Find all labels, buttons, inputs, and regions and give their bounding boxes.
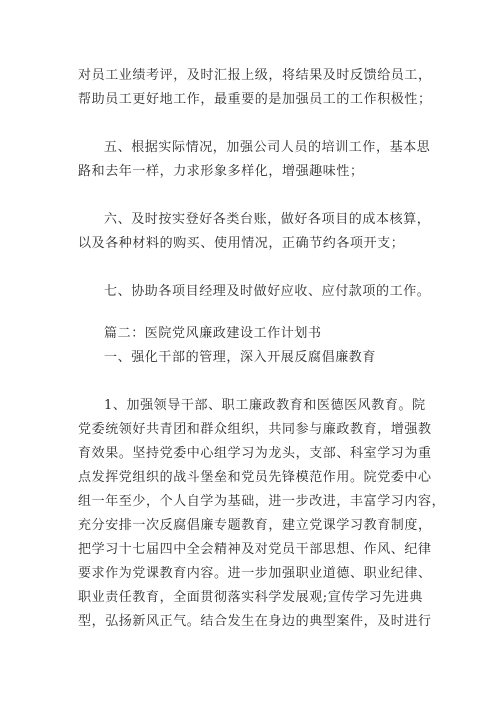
- text-line: 五、根据实际情况，加强公司人员的培训工作，基本思: [104, 140, 431, 155]
- text-line: 充分安排一次反腐倡廉专题教育，建立党课学习教育制度，: [78, 518, 432, 533]
- text-line: 帮助员工更好地工作，最重要的是加强员工的工作积极性；: [78, 92, 432, 107]
- text-line: 要求作为党课教育内容。进一步加强职业道德、职业纪律、: [78, 566, 432, 581]
- section-heading: 篇二：医院党风廉政建设工作计划书: [104, 326, 322, 341]
- text-line: 育效果。坚持党委中心组学习为龙头，支部、科室学习为重: [78, 446, 432, 461]
- text-line: 七、协助各项目经理及时做好应收、应付款项的工作。: [104, 284, 431, 299]
- text-line: 把学习十七届四中全会精神及对党员干部思想、作风、纪律: [78, 542, 432, 557]
- text-line: 六、及时按实登好各类台账，做好各项目的成本核算，: [104, 212, 431, 227]
- text-line: 型，弘扬新风正气。结合发生在身边的典型案件，及时进行: [78, 614, 432, 629]
- subsection-heading: 一、强化干部的管理，深入开展反腐倡廉教育: [104, 350, 377, 365]
- text-line: 组一年至少，个人自学为基础，进一步改进，丰富学习内容，: [78, 494, 446, 509]
- text-line: 1、加强领导干部、职工廉政教育和医德医风教育。院: [104, 398, 426, 413]
- text-line: 党委统领好共青团和群众组织，共同参与廉政教育，增强教: [78, 422, 432, 437]
- text-line: 对员工业绩考评，及时汇报上级，将结果及时反馈给员工，: [78, 68, 432, 83]
- text-line: 点发挥党组织的战斗堡垒和党员先锋模范作用。院党委中心: [78, 470, 432, 485]
- text-line: 路和去年一样，力求形象多样化，增强趣味性；: [78, 164, 364, 179]
- text-line: 以及各种材料的购买、使用情况，正确节约各项开支；: [78, 236, 405, 251]
- text-line: 职业责任教育，全面贯彻落实科学发展观;宣传学习先进典: [78, 590, 423, 605]
